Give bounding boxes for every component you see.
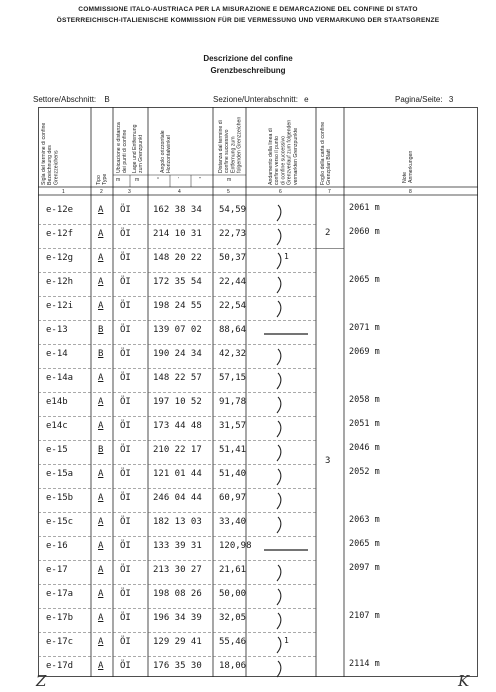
marker-id: e-15 xyxy=(46,445,68,455)
marker-id: e-12h xyxy=(46,277,74,287)
col-header-course: Andamento della linea di confine verso il punto di confine successivo Grenzverlauf zum folgenden vermarkten Grenzpunkte xyxy=(268,119,299,185)
distance-value: 42,32 xyxy=(219,349,247,359)
marker-location: ÖI xyxy=(120,661,131,671)
curved-line-icon xyxy=(256,635,314,655)
note-altitude: 2052 m xyxy=(349,467,380,477)
marker-type: A xyxy=(98,661,104,671)
horizontal-angle: 133 39 31 xyxy=(153,541,202,551)
document-title-it: Descrizione del confine xyxy=(203,54,293,63)
note-altitude: 2065 m xyxy=(349,539,380,549)
note-altitude: 2065 m xyxy=(349,275,380,285)
horizontal-angle: 246 04 44 xyxy=(153,493,202,503)
horizontal-angle: 196 34 39 xyxy=(153,613,202,623)
distance-value: 31,57 xyxy=(219,421,247,431)
col-header-angle: Angolo orizzontale Horizontalwinkel xyxy=(160,130,173,173)
table-row xyxy=(38,321,478,345)
marker-location: ÖI xyxy=(120,253,131,263)
horizontal-angle: 148 20 22 xyxy=(153,253,202,263)
col4-unit-min: ' xyxy=(178,177,179,183)
horizontal-angle: 121 01 44 xyxy=(153,469,202,479)
course-marker: 1 xyxy=(284,252,289,261)
note-altitude: 2051 m xyxy=(349,419,380,429)
marker-id: e-17c xyxy=(46,637,74,647)
marker-type: A xyxy=(98,373,104,383)
section-field xyxy=(213,95,309,104)
curved-line-icon xyxy=(256,275,314,295)
marker-id: e-13 xyxy=(46,325,68,335)
note-altitude: 2063 m xyxy=(349,515,380,525)
note-altitude: 2069 m xyxy=(349,347,380,357)
table-row xyxy=(38,537,478,561)
marker-type: B xyxy=(98,445,104,455)
distance-value: 18,06 xyxy=(219,661,247,671)
marker-location: ÖI xyxy=(120,541,131,551)
table-row xyxy=(38,225,478,249)
curved-line-icon xyxy=(256,227,314,247)
note-altitude: 2046 m xyxy=(349,443,380,453)
marker-type: A xyxy=(98,469,104,479)
marker-location: ÖI xyxy=(120,421,131,431)
marker-location: ÖI xyxy=(120,349,131,359)
marker-type: A xyxy=(98,565,104,575)
section-label: Sezione/Unterabschnitt: xyxy=(213,95,298,104)
horizontal-angle: 210 22 17 xyxy=(153,445,202,455)
sheet-value: 3 xyxy=(325,456,331,466)
col-header-location-it: Ubicazione e distanza dei punti di confine xyxy=(116,122,129,173)
horizontal-angle: 197 10 52 xyxy=(153,397,202,407)
curved-line-icon xyxy=(256,443,314,463)
curved-line-icon xyxy=(256,515,314,535)
sector-label: Settore/Abschnitt: xyxy=(33,95,97,104)
col4-unit-deg: ° xyxy=(157,177,159,183)
marker-id: e-12e xyxy=(46,205,74,215)
col-number-4: 4 xyxy=(178,189,181,195)
note-altitude: 2071 m xyxy=(349,323,380,333)
curved-line-icon xyxy=(256,251,314,271)
horizontal-angle: 148 22 57 xyxy=(153,373,202,383)
horizontal-angle: 213 30 27 xyxy=(153,565,202,575)
col-header-distance: Distanza dal termine di confine successivo Entfernung zum folgenden Grenzzeichen xyxy=(218,116,243,173)
straight-line-icon xyxy=(256,323,314,343)
curved-line-icon xyxy=(256,467,314,487)
col-number-3: 3 xyxy=(128,189,131,195)
curved-line-icon xyxy=(256,419,314,439)
marker-location: ÖI xyxy=(120,373,131,383)
marker-location: ÖI xyxy=(120,301,131,311)
distance-value: 50,37 xyxy=(219,253,247,263)
marker-location: ÖI xyxy=(120,637,131,647)
marker-type: B xyxy=(98,325,104,335)
marker-type: A xyxy=(98,589,104,599)
table-row xyxy=(38,633,478,657)
marker-id: e-16 xyxy=(46,541,68,551)
marker-location: ÖI xyxy=(120,493,131,503)
distance-value: 57,15 xyxy=(219,373,247,383)
table-row xyxy=(38,393,478,417)
horizontal-angle: 182 13 03 xyxy=(153,517,202,527)
table-row xyxy=(38,561,478,585)
note-altitude: 2058 m xyxy=(349,395,380,405)
marker-id: e-17d xyxy=(46,661,74,671)
marker-id: e-15a xyxy=(46,469,74,479)
marker-type: A xyxy=(98,205,104,215)
marker-id: e-17a xyxy=(46,589,74,599)
marker-location: ÖI xyxy=(120,565,131,575)
col-header-notes: Note Anmerkungen xyxy=(402,150,415,183)
col-number-1: 1 xyxy=(62,189,65,195)
marker-type: A xyxy=(98,277,104,287)
marker-type: A xyxy=(98,253,104,263)
col-header-sheet: Foglio della carta di confine Grenzplan Blatt xyxy=(320,121,333,185)
distance-value: 88,64 xyxy=(219,325,247,335)
marker-type: A xyxy=(98,517,104,527)
marker-id: e14b xyxy=(46,397,68,407)
commission-title-de: ÖSTERREICHISCH-ITALIENISCHE KOMMISSION FÜR DIE VERMESSUNG UND VERMARKUNG DER STAATSGRENZE xyxy=(56,17,440,24)
table-row xyxy=(38,417,478,441)
marker-id: e14c xyxy=(46,421,68,431)
marker-location: ÖI xyxy=(120,325,131,335)
note-altitude: 2097 m xyxy=(349,563,380,573)
sector-field xyxy=(33,95,110,104)
marker-location: ÖI xyxy=(120,613,131,623)
table-row xyxy=(38,585,478,609)
curved-line-icon xyxy=(256,203,314,223)
marker-id: e-14a xyxy=(46,373,74,383)
col-number-8: 8 xyxy=(409,189,412,195)
distance-value: 60,97 xyxy=(219,493,247,503)
note-altitude: 2060 m xyxy=(349,227,380,237)
horizontal-angle: 176 35 30 xyxy=(153,661,202,671)
sector-value: B xyxy=(104,95,110,104)
col-header-type: Tipo Type xyxy=(96,173,109,185)
marker-type: A xyxy=(98,301,104,311)
horizontal-angle: 198 08 26 xyxy=(153,589,202,599)
page-field xyxy=(395,95,453,104)
marker-id: e-12i xyxy=(46,301,74,311)
table-row xyxy=(38,657,478,681)
marker-type: A xyxy=(98,397,104,407)
signature-left: Z xyxy=(36,672,47,690)
marker-location: ÖI xyxy=(120,229,131,239)
distance-value: 22,44 xyxy=(219,277,247,287)
distance-value: 91,78 xyxy=(219,397,247,407)
table-row xyxy=(38,489,478,513)
table-row xyxy=(38,201,478,225)
table-row xyxy=(38,345,478,369)
course-marker: 1 xyxy=(284,636,289,645)
distance-value: 55,46 xyxy=(219,637,247,647)
horizontal-angle: 190 24 34 xyxy=(153,349,202,359)
horizontal-angle: 162 38 34 xyxy=(153,205,202,215)
curved-line-icon xyxy=(256,299,314,319)
col5-unit: m xyxy=(227,177,232,183)
distance-value: 33,40 xyxy=(219,517,247,527)
horizontal-angle: 214 10 31 xyxy=(153,229,202,239)
marker-type: A xyxy=(98,229,104,239)
table-row xyxy=(38,369,478,393)
col-number-2: 2 xyxy=(100,189,103,195)
marker-id: e-15c xyxy=(46,517,74,527)
table-row xyxy=(38,513,478,537)
marker-location: ÖI xyxy=(120,469,131,479)
horizontal-angle: 139 07 02 xyxy=(153,325,202,335)
distance-value: 22,54 xyxy=(219,301,247,311)
col4-unit-sec: " xyxy=(199,177,201,183)
curved-line-icon xyxy=(256,347,314,367)
table-row xyxy=(38,441,478,465)
table-row xyxy=(38,465,478,489)
marker-location: ÖI xyxy=(120,277,131,287)
note-altitude: 2107 m xyxy=(349,611,380,621)
curved-line-icon xyxy=(256,611,314,631)
marker-location: ÖI xyxy=(120,205,131,215)
col-header-marker-id: Sigla del termine di confine Bezeichnung des Grenzzeichens xyxy=(41,122,60,185)
col-number-5: 5 xyxy=(227,189,230,195)
horizontal-angle: 172 35 54 xyxy=(153,277,202,287)
table-row xyxy=(38,273,478,297)
horizontal-angle: 129 29 41 xyxy=(153,637,202,647)
note-altitude: 2114 m xyxy=(349,659,380,669)
distance-value: 54,59 xyxy=(219,205,247,215)
sheet-value: 2 xyxy=(325,228,331,238)
distance-value: 51,41 xyxy=(219,445,247,455)
table-row xyxy=(38,249,478,273)
marker-type: A xyxy=(98,541,104,551)
table-row xyxy=(38,297,478,321)
signature-right: K xyxy=(458,672,470,690)
marker-id: e-15b xyxy=(46,493,74,503)
curved-line-icon xyxy=(256,491,314,511)
commission-title-it: COMMISSIONE ITALO-AUSTRIACA PER LA MISURAZIONE E DEMARCAZIONE DEL CONFINE DI STATO xyxy=(78,6,418,13)
table-row xyxy=(38,609,478,633)
marker-id: e-12g xyxy=(46,253,74,263)
col3-unit-1: m xyxy=(116,177,121,183)
marker-type: A xyxy=(98,493,104,503)
horizontal-angle: 198 24 55 xyxy=(153,301,202,311)
straight-line-icon xyxy=(256,539,314,559)
curved-line-icon xyxy=(256,659,314,679)
distance-value: 32,05 xyxy=(219,613,247,623)
boundary-table xyxy=(38,107,478,677)
marker-id: e-17 xyxy=(46,565,68,575)
marker-type: A xyxy=(98,637,104,647)
marker-location: ÖI xyxy=(120,397,131,407)
curved-line-icon xyxy=(256,371,314,391)
distance-value: 50,00 xyxy=(219,589,247,599)
distance-value: 22,73 xyxy=(219,229,247,239)
curved-line-icon xyxy=(256,563,314,583)
marker-type: B xyxy=(98,349,104,359)
curved-line-icon xyxy=(256,395,314,415)
col-header-location-de: Lage und Entfernung zum Grenzpunkt xyxy=(132,124,145,173)
marker-location: ÖI xyxy=(120,517,131,527)
col-number-7: 7 xyxy=(328,189,331,195)
marker-id: e-17b xyxy=(46,613,74,623)
distance-value: 51,40 xyxy=(219,469,247,479)
marker-location: ÖI xyxy=(120,589,131,599)
distance-value: 21,61 xyxy=(219,565,247,575)
section-value: e xyxy=(304,95,309,104)
marker-type: A xyxy=(98,421,104,431)
col-number-6: 6 xyxy=(279,189,282,195)
marker-location: ÖI xyxy=(120,445,131,455)
note-altitude: 2061 m xyxy=(349,203,380,213)
page-label: Pagina/Seite: xyxy=(395,95,443,104)
marker-type: A xyxy=(98,613,104,623)
marker-id: e-14 xyxy=(46,349,68,359)
col3-unit-2: m xyxy=(135,177,140,183)
page-value: 3 xyxy=(448,95,454,104)
document-title-de: Grenzbeschreibung xyxy=(210,66,286,75)
curved-line-icon xyxy=(256,587,314,607)
horizontal-angle: 173 44 48 xyxy=(153,421,202,431)
distance-value: 120,98 xyxy=(219,541,252,551)
marker-id: e-12f xyxy=(46,229,74,239)
